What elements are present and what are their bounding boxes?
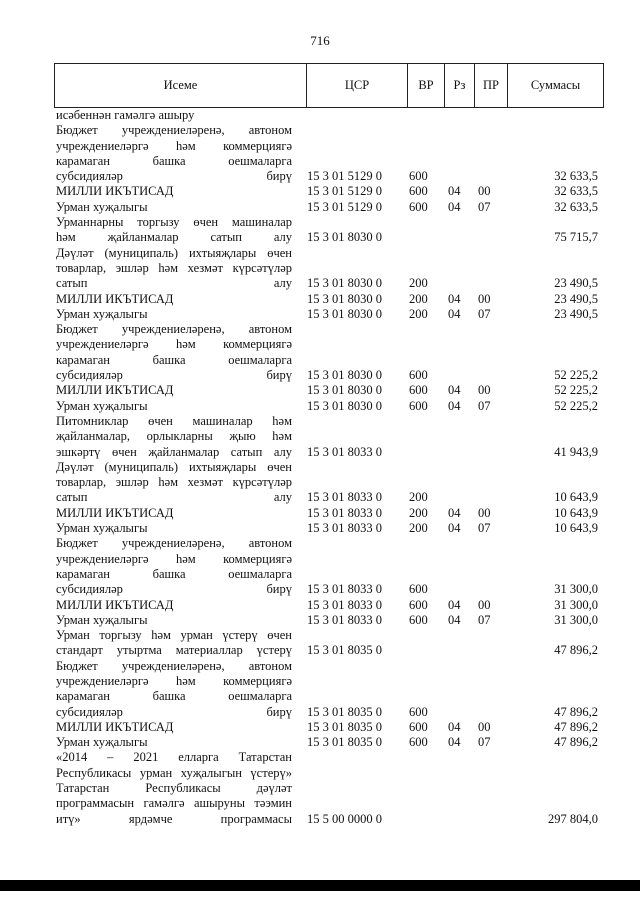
row-name-line: субсидияләр бирү <box>56 704 292 719</box>
row-sum: 32 633,5 <box>554 169 598 184</box>
table-row <box>54 184 604 199</box>
row-rz: 04 <box>448 612 461 627</box>
row-sum: 47 896,2 <box>554 735 598 750</box>
row-vr: 200 <box>409 276 428 291</box>
row-pr: 07 <box>478 612 491 627</box>
row-sum: 32 633,5 <box>554 199 598 214</box>
row-vr: 200 <box>409 490 428 505</box>
table-row <box>54 246 604 292</box>
table-row <box>54 322 604 383</box>
row-csr: 15 3 01 8033 0 <box>307 490 382 505</box>
row-vr: 600 <box>409 383 428 398</box>
row-vr: 600 <box>409 184 428 199</box>
row-name-line: субсидияләр бирү <box>56 368 292 383</box>
row-csr: 15 3 01 8030 0 <box>307 291 382 306</box>
header-csr: ЦСР <box>307 64 408 107</box>
row-name-line: Урман хуҗалыгы <box>56 521 148 536</box>
row-csr: 15 3 01 8035 0 <box>307 719 382 734</box>
row-vr: 200 <box>409 291 428 306</box>
row-sum: 31 300,0 <box>554 612 598 627</box>
row-rz: 04 <box>448 719 461 734</box>
row-sum: 10 643,9 <box>554 505 598 520</box>
row-vr: 200 <box>409 306 428 321</box>
table-row <box>54 123 604 184</box>
row-name <box>56 383 292 398</box>
table-row <box>54 598 604 613</box>
table-row <box>54 292 604 307</box>
row-csr: 15 3 01 5129 0 <box>307 184 382 199</box>
row-vr: 600 <box>409 582 428 597</box>
row-vr: 600 <box>409 169 428 184</box>
row-pr: 00 <box>478 719 491 734</box>
row-name-line: Урман хуҗалыгы <box>56 735 148 750</box>
row-name-line: Бюджет учреждениеләренә, автоном <box>56 658 292 673</box>
row-name-line: исәбеннән гамәлгә ашыру <box>56 108 195 122</box>
row-pr: 00 <box>478 184 491 199</box>
row-name-line: эшкәртү өчен җайланмалар сатып алу <box>56 444 292 459</box>
row-name <box>56 184 292 199</box>
table-row <box>54 536 604 597</box>
row-name <box>56 659 292 720</box>
row-name <box>56 521 292 536</box>
row-name-line: Дәүләт (муниципаль) ихтыяҗлары өчен <box>56 459 292 474</box>
row-csr: 15 3 01 8033 0 <box>307 444 382 459</box>
row-name <box>56 307 292 322</box>
row-vr: 200 <box>409 521 428 536</box>
row-sum: 47 896,2 <box>554 643 598 658</box>
row-name-line: Урманнарны торгызу өчен машиналар <box>56 215 292 230</box>
header-sum: Суммасы <box>530 78 581 92</box>
table-row <box>54 460 604 506</box>
budget-table <box>54 63 604 827</box>
row-name-line: товарлар, эшләр һәм хезмәт күрсәтүләр <box>56 475 292 490</box>
row-sum: 297 804,0 <box>548 811 598 826</box>
row-rz: 04 <box>448 505 461 520</box>
row-csr: 15 3 01 5129 0 <box>307 169 382 184</box>
row-vr: 600 <box>409 368 428 383</box>
row-name-line: карамаган башка оешмаларга <box>56 689 292 704</box>
row-name-line: стандарт утыртма материаллар үстерү <box>56 643 292 658</box>
row-name-line: Урман торгызу һәм урман үстерү өчен <box>56 628 292 643</box>
row-pr: 07 <box>478 735 491 750</box>
table-row <box>54 659 604 720</box>
row-csr: 15 3 01 8035 0 <box>307 704 382 719</box>
row-pr: 07 <box>478 398 491 413</box>
row-name <box>56 460 292 506</box>
row-csr: 15 3 01 8033 0 <box>307 521 382 536</box>
row-name <box>56 598 292 613</box>
row-name-line: карамаган башка оешмаларга <box>56 352 292 367</box>
row-name <box>56 292 292 307</box>
row-sum: 31 300,0 <box>554 597 598 612</box>
row-sum: 47 896,2 <box>554 704 598 719</box>
row-name-line: сатып алу <box>56 276 292 291</box>
row-vr: 600 <box>409 704 428 719</box>
row-rz: 04 <box>448 199 461 214</box>
table-row <box>54 414 604 460</box>
row-sum: 31 300,0 <box>554 582 598 597</box>
row-sum: 52 225,2 <box>554 368 598 383</box>
header-vr: ВР <box>408 64 445 107</box>
row-rz: 04 <box>448 597 461 612</box>
row-sum: 23 490,5 <box>554 276 598 291</box>
table-row <box>54 200 604 215</box>
row-csr: 15 3 01 8033 0 <box>307 597 382 612</box>
row-csr: 15 3 01 8030 0 <box>307 368 382 383</box>
row-name-line: һәм җайланмалар сатып алу <box>56 230 292 245</box>
row-name-line: МИЛЛИ ИКЪТИСАД <box>56 505 174 520</box>
row-csr: 15 3 01 8030 0 <box>307 306 382 321</box>
row-rz: 04 <box>448 291 461 306</box>
row-rz: 04 <box>448 398 461 413</box>
row-csr: 15 3 01 8033 0 <box>307 612 382 627</box>
row-csr: 15 3 01 5129 0 <box>307 199 382 214</box>
row-name-line: учреждениеләргә һәм коммерциягә <box>56 138 292 153</box>
table-row <box>54 399 604 414</box>
table-row <box>54 628 604 659</box>
row-name <box>56 414 292 460</box>
table-body <box>54 108 604 827</box>
row-vr: 200 <box>409 505 428 520</box>
row-name-line: Бюджет учреждениеләренә, автоном <box>56 123 292 138</box>
row-name-line: МИЛЛИ ИКЪТИСАД <box>56 383 174 398</box>
row-name-line: субсидияләр бирү <box>56 582 292 597</box>
row-name-line: Урман хуҗалыгы <box>56 306 148 321</box>
row-vr: 600 <box>409 719 428 734</box>
row-name-line: карамаган башка оешмаларга <box>56 153 292 168</box>
row-name-line: МИЛЛИ ИКЪТИСАД <box>56 719 174 734</box>
table-row <box>54 521 604 536</box>
row-sum: 47 896,2 <box>554 719 598 734</box>
row-pr: 07 <box>478 306 491 321</box>
table-header <box>54 63 604 108</box>
row-sum: 52 225,2 <box>554 398 598 413</box>
row-name <box>56 108 292 123</box>
table-row <box>54 108 604 123</box>
table-row <box>54 613 604 628</box>
row-sum: 23 490,5 <box>554 306 598 321</box>
table-row <box>54 735 604 750</box>
row-sum: 41 943,9 <box>554 444 598 459</box>
row-name-line: Бюджет учреждениеләренә, автоном <box>56 322 292 337</box>
row-name-line: җайланмалар, орлыкларны җыю һәм <box>56 429 292 444</box>
row-sum: 23 490,5 <box>554 291 598 306</box>
row-name-line: программасын гамәлгә ашыруны тәэмин <box>56 796 292 811</box>
row-name <box>56 536 292 597</box>
row-name <box>56 506 292 521</box>
row-csr: 15 3 01 8030 0 <box>307 383 382 398</box>
row-pr: 00 <box>478 597 491 612</box>
row-name-line: учреждениеләргә һәм коммерциягә <box>56 337 292 352</box>
table-row <box>54 720 604 735</box>
row-name-line: учреждениеләргә һәм коммерциягә <box>56 673 292 688</box>
table-row <box>54 307 604 322</box>
row-name-line: Урман хуҗалыгы <box>56 612 148 627</box>
scan-edge-bar <box>0 880 640 891</box>
table-row <box>54 750 604 826</box>
row-name <box>56 750 292 826</box>
row-sum: 75 715,7 <box>554 230 598 245</box>
row-name-line: учреждениеләргә һәм коммерциягә <box>56 551 292 566</box>
table-row <box>54 383 604 398</box>
row-rz: 04 <box>448 521 461 536</box>
row-sum: 52 225,2 <box>554 383 598 398</box>
row-name-line: субсидияләр бирү <box>56 169 292 184</box>
row-sum: 10 643,9 <box>554 521 598 536</box>
row-name <box>56 399 292 414</box>
row-rz: 04 <box>448 383 461 398</box>
row-sum: 10 643,9 <box>554 490 598 505</box>
row-pr: 00 <box>478 291 491 306</box>
row-csr: 15 3 01 8035 0 <box>307 643 382 658</box>
row-name-line: карамаган башка оешмаларга <box>56 566 292 581</box>
row-vr: 600 <box>409 735 428 750</box>
row-name-line: «2014 – 2021 елларга Татарстан <box>56 750 292 765</box>
row-name-line: МИЛЛИ ИКЪТИСАД <box>56 184 174 199</box>
row-name <box>56 246 292 292</box>
row-csr: 15 3 01 8030 0 <box>307 398 382 413</box>
row-pr: 00 <box>478 383 491 398</box>
row-name <box>56 215 292 246</box>
row-rz: 04 <box>448 306 461 321</box>
row-name-line: товарлар, эшләр һәм хезмәт күрсәтүләр <box>56 260 292 275</box>
row-pr: 07 <box>478 199 491 214</box>
row-name-line: сатып алу <box>56 490 292 505</box>
table-row <box>54 506 604 521</box>
row-csr: 15 3 01 8035 0 <box>307 735 382 750</box>
page-number: 716 <box>310 33 330 48</box>
row-name-line: Татарстан Республикасы дәүләт <box>56 781 292 796</box>
row-csr: 15 3 01 8033 0 <box>307 505 382 520</box>
row-name <box>56 322 292 383</box>
row-name-line: Урман хуҗалыгы <box>56 398 148 413</box>
row-name <box>56 735 292 750</box>
row-name-line: МИЛЛИ ИКЪТИСАД <box>56 291 174 306</box>
row-sum: 32 633,5 <box>554 184 598 199</box>
header-rz: Рз <box>445 64 475 107</box>
row-pr: 07 <box>478 521 491 536</box>
row-name <box>56 123 292 184</box>
row-name <box>56 200 292 215</box>
table-row <box>54 215 604 246</box>
row-vr: 600 <box>409 597 428 612</box>
header-pr: ПР <box>475 64 508 107</box>
row-name <box>56 613 292 628</box>
row-csr: 15 3 01 8030 0 <box>307 276 382 291</box>
row-name <box>56 720 292 735</box>
header-name: Исеме <box>55 64 307 107</box>
row-vr: 600 <box>409 612 428 627</box>
row-vr: 600 <box>409 398 428 413</box>
row-rz: 04 <box>448 184 461 199</box>
row-name-line: Республикасы урман хуҗалыгын үстерү» <box>56 765 292 780</box>
row-name-line: итү» ярдәмче программасы <box>56 811 292 826</box>
row-rz: 04 <box>448 735 461 750</box>
row-name-line: Бюджет учреждениеләренә, автоном <box>56 536 292 551</box>
row-csr: 15 5 00 0000 0 <box>307 811 382 826</box>
row-name-line: Питомниклар өчен машиналар һәм <box>56 413 292 428</box>
row-name <box>56 628 292 659</box>
row-csr: 15 3 01 8030 0 <box>307 230 382 245</box>
row-name-line: Дәүләт (муниципаль) ихтыяҗлары өчен <box>56 245 292 260</box>
row-name-line: МИЛЛИ ИКЪТИСАД <box>56 597 174 612</box>
row-name-line: Урман хуҗалыгы <box>56 199 148 214</box>
row-vr: 600 <box>409 199 428 214</box>
row-csr: 15 3 01 8033 0 <box>307 582 382 597</box>
row-pr: 00 <box>478 505 491 520</box>
